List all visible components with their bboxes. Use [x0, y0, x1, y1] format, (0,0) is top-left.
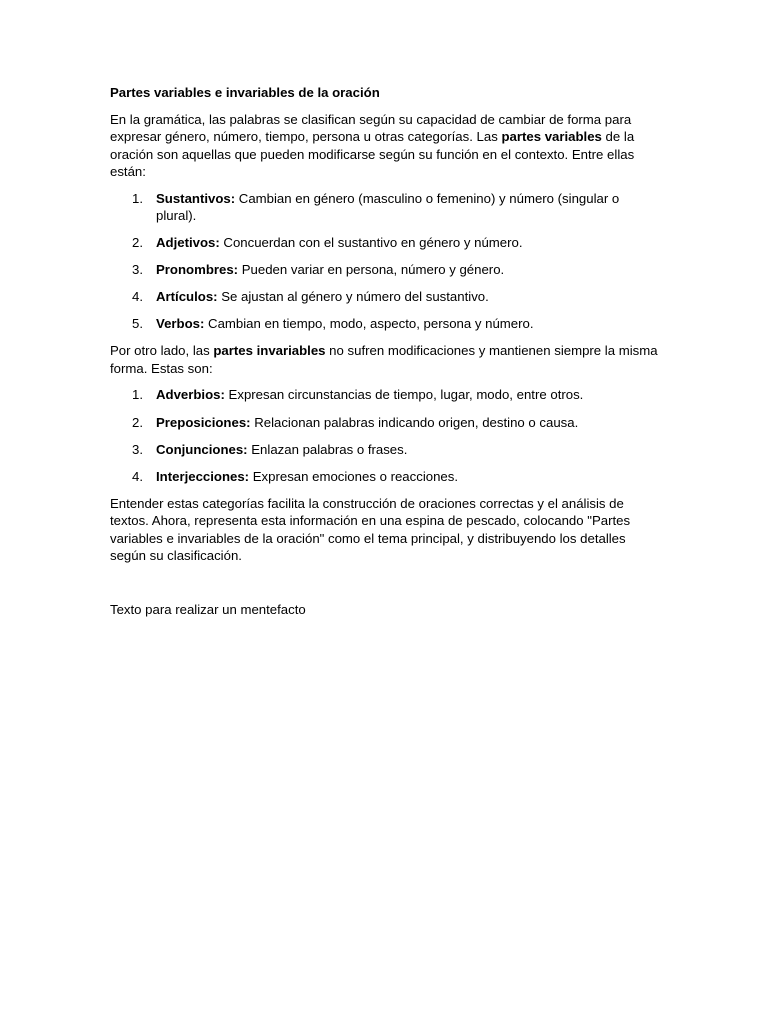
list-number: 2. — [132, 414, 143, 430]
list-description: Cambian en tiempo, modo, aspecto, persona y número. — [204, 316, 534, 332]
list-number: 4. — [132, 468, 143, 484]
list-item — [110, 386, 660, 404]
list-description: Concuerdan con el sustantivo en género y número. — [219, 235, 523, 251]
list-number: 4. — [132, 289, 143, 305]
list-term: Adjetivos: — [156, 235, 220, 251]
intro-text-after: de la oración son aquellas que pueden modificarse según su función en el contexto. Entre ellas están: — [110, 129, 635, 179]
list-number: 5. — [132, 316, 143, 332]
list-description: Expresan emociones o reacciones. — [249, 468, 459, 484]
list-number: 3. — [132, 441, 143, 457]
list-term: Preposiciones: — [156, 414, 251, 430]
list-term: Conjunciones: — [156, 441, 248, 457]
list-term: Pronombres: — [156, 262, 239, 278]
list-term: Interjecciones: — [156, 468, 250, 484]
list-description: Enlazan palabras o frases. — [247, 441, 408, 457]
list-description: Se ajustan al género y número del sustantivo. — [217, 289, 489, 305]
list-item — [110, 315, 660, 333]
list-number: 2. — [132, 235, 143, 251]
list-description: Cambian en género (masculino o femenino) y número (singular o plural). — [156, 190, 620, 223]
list-term: Sustantivos: — [156, 190, 236, 206]
variables-list — [110, 190, 660, 333]
conclusion-paragraph: Entender estas categorías facilita la construcción de oraciones correctas y el análisis de textos. Ahora, representa esta información en una espina de pescado, colocando "Partes variables e invariables de la oración" como el tema principal, y distribuyendo los detalles según su clasificación. — [110, 495, 631, 564]
list-item — [110, 468, 660, 486]
list-description: Pueden variar en persona, número y género. — [238, 262, 505, 278]
list-item — [110, 234, 660, 252]
invariables-list — [110, 386, 660, 485]
blank-line — [110, 574, 660, 601]
list-term: Verbos: — [156, 316, 205, 332]
list-term: Artículos: — [156, 289, 218, 305]
list-description: Relacionan palabras indicando origen, destino o causa. — [250, 414, 579, 430]
list-item — [110, 414, 660, 432]
document-body — [110, 84, 660, 627]
transition-paragraph — [110, 342, 660, 377]
transition-text-after: no sufren modificaciones y mantienen siempre la misma forma. Estas son: — [110, 343, 658, 376]
transition-text-before: Por otro lado, las — [110, 343, 214, 359]
list-item — [110, 288, 660, 306]
document-title: Partes variables e invariables de la oración — [110, 85, 380, 100]
list-term: Adverbios: — [156, 387, 225, 403]
intro-text-before: En la gramática, las palabras se clasifican según su capacidad de cambiar de forma para expresar género, número, tiempo, persona u otras categorías. Las — [110, 111, 632, 144]
list-number: 1. — [132, 387, 143, 403]
list-number: 3. — [132, 262, 143, 278]
list-item — [110, 190, 660, 225]
transition-bold-term: partes invariables — [213, 343, 326, 359]
footer-text: Texto para realizar un mentefacto — [110, 601, 306, 617]
intro-bold-term: partes variables — [501, 129, 602, 144]
list-item — [110, 441, 660, 459]
list-description: Expresan circunstancias de tiempo, lugar, modo, entre otros. — [224, 387, 584, 403]
list-item — [110, 261, 660, 279]
intro-paragraph — [110, 111, 660, 181]
list-number: 1. — [132, 190, 143, 206]
